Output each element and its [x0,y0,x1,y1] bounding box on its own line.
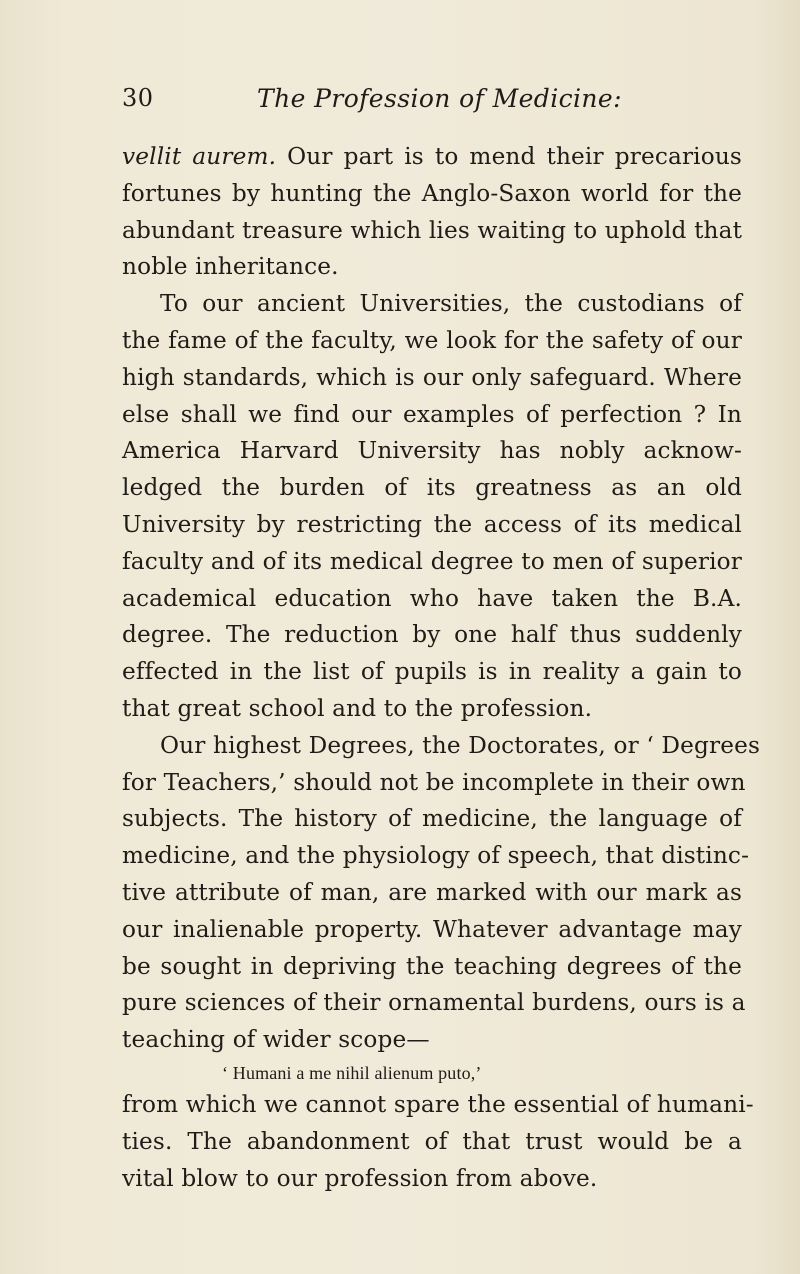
text-line: for Teachers,’ should not be incomplete in their own [122,768,746,796]
text-line: America Harvard University has nobly acknow- [122,437,742,465]
text-line: faculty and of its medical degree to men of superior [122,547,742,575]
text-line: ties. The abandonment of that trust would be a [122,1127,742,1155]
running-head: The Profession of Medicine: [257,84,622,113]
text-line: from which we cannot spare the essential of humani- [122,1090,754,1118]
quotation: ‘ Humani a me nihil alienum puto,’ [222,1062,482,1083]
text-line: abundant treasure which lies waiting to uphold that [122,216,743,244]
text-line: ledged the burden of its greatness as an old [122,474,742,502]
text-line: degree. The reduction by one half thus suddenly [122,621,742,649]
text-line: our inalienable property. Whatever advantage may [122,915,742,943]
text-line: that great school and to the profession. [122,694,593,722]
text-line: else shall we find our examples of perfection ? In [122,400,742,428]
text-line: vital blow to our profession from above. [122,1164,598,1192]
text-line: subjects. The history of medicine, the language of [122,805,742,833]
text-line: noble inheritance. [122,253,339,281]
text-line: effected in the list of pupils is in reality a gain to [122,658,742,686]
text-line: pure sciences of their ornamental burdens, ours is a [122,989,746,1017]
text-line: fortunes by hunting the Anglo-Saxon world for the [122,179,742,207]
text-line: vellit aurem. Our part is to mend their precarious [122,143,742,170]
text-line: Our highest Degrees, the Doctorates, or ‘ Degrees [160,731,761,759]
body-text [122,139,761,1197]
text-line: the fame of the faculty, we look for the safety of our [122,326,742,354]
text-line: University by restricting the access of its medical [122,510,742,538]
text-line: teaching of wider scope— [122,1026,430,1054]
text-line: high standards, which is our only safeguard. Where [122,363,742,391]
text-line: tive attribute of man, are marked with our mark as [122,878,742,906]
text-line: To our ancient Universities, the custodians of [160,290,742,318]
page-header [122,84,722,124]
page-number: 30 [122,84,154,112]
text-line: academical education who have taken the B.A. [122,584,742,612]
text-line: be sought in depriving the teaching degrees of the [122,952,742,980]
italic-phrase: vellit aurem. [122,143,277,170]
text-line: medicine, and the physiology of speech, that distinc- [122,842,750,870]
